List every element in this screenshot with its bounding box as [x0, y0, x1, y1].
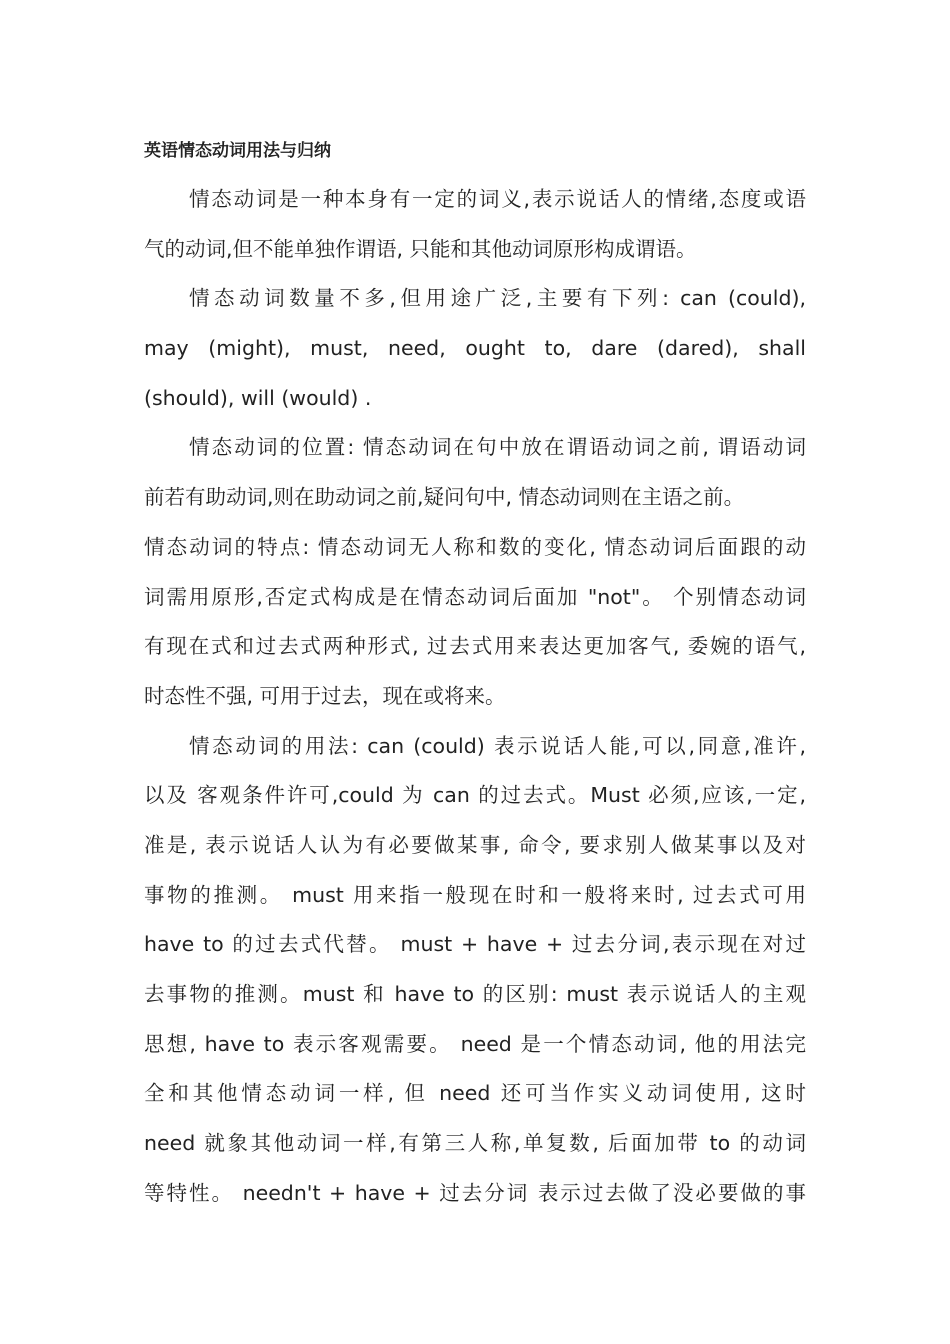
text-line: 时态性不强, 可用于过去，现在或将来。 [144, 683, 506, 708]
text-line: 准是, 表示说话人认为有必要做某事, 命令, 要求别人做某事以及对 [144, 833, 806, 857]
text-line: need 就象其他动词一样,有第三人称,单复数, 后面加带 to 的动词 [144, 1131, 806, 1156]
text-line: 以及 客观条件许可,could 为 can 的过去式。Must 必须,应该,一定, [144, 783, 806, 808]
text-line: 情态动词是一种本身有一定的词义,表示说话人的情绪,态度或语 [189, 187, 806, 211]
text-line: 去事物的推测。must 和 have to 的区别: must 表示说话人的主观 [144, 982, 806, 1007]
text-line: 气的动词,但不能单独作谓语, 只能和其他动词原形构成谓语。 [144, 236, 697, 261]
text-line: (should), will (would) . [144, 385, 372, 410]
paragraph-features [144, 523, 806, 722]
document-title: 英语情态动词用法与归纳 [144, 141, 331, 161]
text-line: have to 的过去式代替。 must + have + 过去分词,表示现在对过 [144, 932, 806, 957]
document-body [144, 175, 806, 1219]
text-line: 情态动词的位置: 情态动词在句中放在谓语动词之前, 谓语动词 [189, 435, 806, 460]
text-line: 有现在式和过去式两种形式, 过去式用来表达更加客气, 委婉的语气, [144, 634, 806, 659]
text-line: 事物的推测。 must 用来指一般现在时和一般将来时, 过去式可用 [144, 882, 806, 907]
text-line: 前若有助动词,则在助动词之前,疑问句中, 情态动词则在主语之前。 [144, 485, 745, 510]
paragraph-definition [144, 175, 806, 274]
text-line: 情态动词数量不多,但用途广泛,主要有下列: can (could), [189, 286, 806, 311]
text-line: 情态动词的特点: 情态动词无人称和数的变化, 情态动词后面跟的动 [144, 534, 806, 559]
text-line: 全和其他情态动词一样, 但 need 还可当作实义动词使用, 这时 [144, 1081, 806, 1106]
text-line: 情态动词的用法: can (could) 表示说话人能,可以,同意,准许, [189, 733, 806, 758]
paragraph-position [144, 423, 806, 522]
text-line: 等特性。 needn't + have + 过去分词 表示过去做了没必要做的事 [144, 1180, 806, 1205]
text-line: 词需用原形,否定式构成是在情态动词后面加 "not"。 个别情态动词 [144, 584, 806, 609]
paragraph-list [144, 274, 806, 423]
paragraph-usage [144, 722, 806, 1219]
text-line: 思想, have to 表示客观需要。 need 是一个情态动词, 他的用法完 [144, 1031, 806, 1056]
text-line: may (might), must, need, ought to, dare (dared), shall [144, 336, 806, 361]
